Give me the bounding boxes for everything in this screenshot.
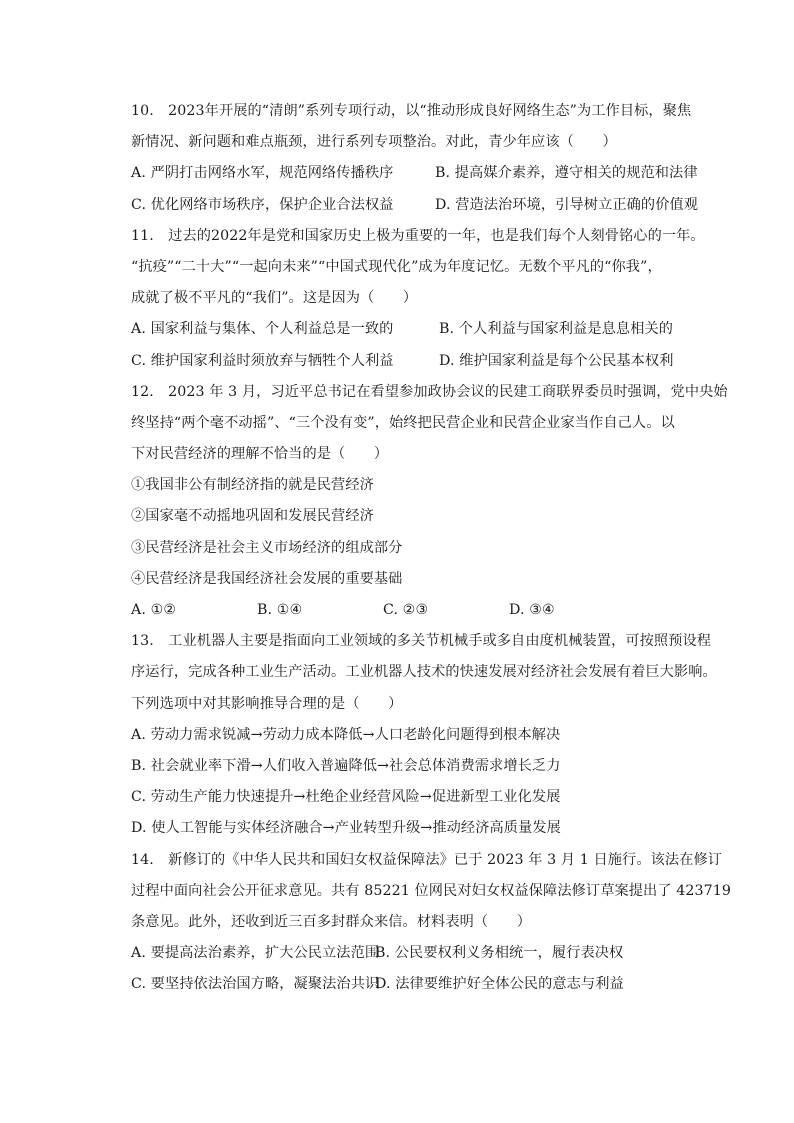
question-11 bbox=[131, 221, 705, 377]
question-12-stem-line-2: 终坚持“两个毫不动摇”、“三个没有变”，始终把民营企业和民营企业家当作自己人。以 bbox=[131, 414, 675, 431]
option-c[interactable]: C. 维护国家利益时须放弃与牺牲个人利益 bbox=[131, 352, 394, 369]
question-11-stem-line-1: 11. 过去的2022年是党和国家历史上极为重要的一年，也是我们每个人刻骨铭心的一年。 bbox=[131, 227, 705, 244]
question-14 bbox=[131, 845, 731, 1001]
question-12 bbox=[131, 377, 728, 627]
question-13-stem-line-1: 13. 工业机器人主要是指面向工业领域的多关节机械手或多自由度机械装置，可按照预设程 bbox=[131, 633, 712, 650]
option-d[interactable]: D. 营造法治环境，引导树立正确的价值观 bbox=[435, 196, 699, 213]
option-c[interactable]: C. 劳动生产能力快速提升→杜绝企业经营风险→促进新型工业化发展 bbox=[131, 789, 561, 806]
question-12-stem-line-1: 12. 2023 年 3 月，习近平总书记在看望参加政协会议的民建工商联界委员时强调，党中央始 bbox=[131, 383, 728, 400]
option-b[interactable]: B. 个人利益与国家利益是息息相关的 bbox=[439, 321, 674, 338]
option-c[interactable]: C. 要坚持依法治国方略，凝聚法治共识 bbox=[131, 976, 380, 993]
option-d[interactable]: D. 维护国家利益是每个公民基本权利 bbox=[439, 352, 674, 369]
option-a[interactable]: A. 严阴打击网络水军，规范网络传播秩序 bbox=[131, 165, 394, 182]
option-b[interactable]: B. ①④ bbox=[257, 602, 303, 618]
question-11-options-row-2 bbox=[131, 346, 701, 377]
statement-4: ④民营经济是我国经济社会发展的重要基础 bbox=[131, 570, 403, 587]
option-c[interactable]: C. 优化网络市场秩序，保护企业合法权益 bbox=[131, 196, 394, 213]
option-a[interactable]: A. 国家利益与集体、个人利益总是一致的 bbox=[131, 321, 394, 338]
exam-content bbox=[131, 96, 731, 1000]
option-d[interactable]: D. 法律要维护好全体公民的意志与利益 bbox=[375, 976, 624, 993]
question-13-stem-line-2: 序运行，完成各种工业生产活动。工业机器人技术的快速发展对经济社会发展有着巨大影响。 bbox=[131, 664, 717, 681]
question-10 bbox=[131, 96, 701, 221]
option-c[interactable]: C. ②③ bbox=[383, 602, 429, 618]
question-14-options-row-1 bbox=[131, 938, 701, 969]
question-11-stem-line-3: 成就了极不平凡的“我们”。这是因为（ ） bbox=[131, 290, 418, 307]
question-11-stem-line-2: “抗疫”“二十大”“一起向未来”“中国式现代化”成为年度记忆。无数个平凡的“你我”， bbox=[131, 258, 662, 275]
option-a[interactable]: A. 要提高法治素养，扩大公民立法范围 bbox=[131, 945, 380, 962]
question-10-stem-line-2: 新情况、新问题和难点瓶颈，进行系列专项整治。对此，青少年应该（ ） bbox=[131, 134, 617, 151]
option-a[interactable]: A. ①② bbox=[131, 602, 177, 618]
question-11-options-row-1 bbox=[131, 314, 701, 345]
option-b[interactable]: B. 社会就业率下滑→人们收入普遍降低→社会总体消费需求增长乏力 bbox=[131, 757, 561, 774]
question-14-stem-line-3: 条意见。此外，还收到近三百多封群众来信。材料表明（ ） bbox=[131, 913, 532, 930]
option-d[interactable]: D. 使人工智能与实体经济融合→产业转型升级→推动经济高质量发展 bbox=[131, 820, 561, 837]
question-14-stem-line-1: 14. 新修订的《中华人民共和国妇女权益保障法》已于 2023 年 3 月 1 日施行。该法在修订 bbox=[131, 851, 723, 868]
statement-3: ③民营经济是社会主义市场经济的组成部分 bbox=[131, 539, 403, 556]
statement-1: ①我国非公有制经济指的就是民营经济 bbox=[131, 477, 374, 494]
option-b[interactable]: B. 公民要权利义务相统一，履行表决权 bbox=[375, 945, 624, 962]
option-a[interactable]: A. 劳动力需求锐减→劳动力成本降低→人口老龄化问题得到根本解决 bbox=[131, 726, 561, 743]
question-12-stem-line-3: 下对民营经济的理解不恰当的是（ ） bbox=[131, 446, 389, 463]
option-b[interactable]: B. 提高媒介素养，遵守相关的规范和法律 bbox=[435, 165, 698, 182]
question-13 bbox=[131, 626, 717, 844]
question-14-options-row-2 bbox=[131, 969, 701, 1000]
question-13-stem-line-3: 下列选项中对其影响推导合理的是（ ） bbox=[131, 695, 403, 712]
question-12-options-row bbox=[131, 595, 701, 626]
question-10-stem-line-1: 10. 2023年开展的“清朗”系列专项行动，以“推动形成良好网络生态”为工作目标，聚焦 bbox=[131, 103, 692, 119]
option-d[interactable]: D. ③④ bbox=[509, 602, 555, 618]
statement-2: ②国家毫不动摇地巩固和发展民营经济 bbox=[131, 508, 374, 525]
question-10-options-row-1 bbox=[131, 158, 701, 189]
question-14-stem-line-2: 过程中面向社会公开征求意见。共有 85221 位网民对妇女权益保障法修订草案提出了 423719 bbox=[131, 882, 731, 899]
question-10-options-row-2 bbox=[131, 190, 701, 221]
